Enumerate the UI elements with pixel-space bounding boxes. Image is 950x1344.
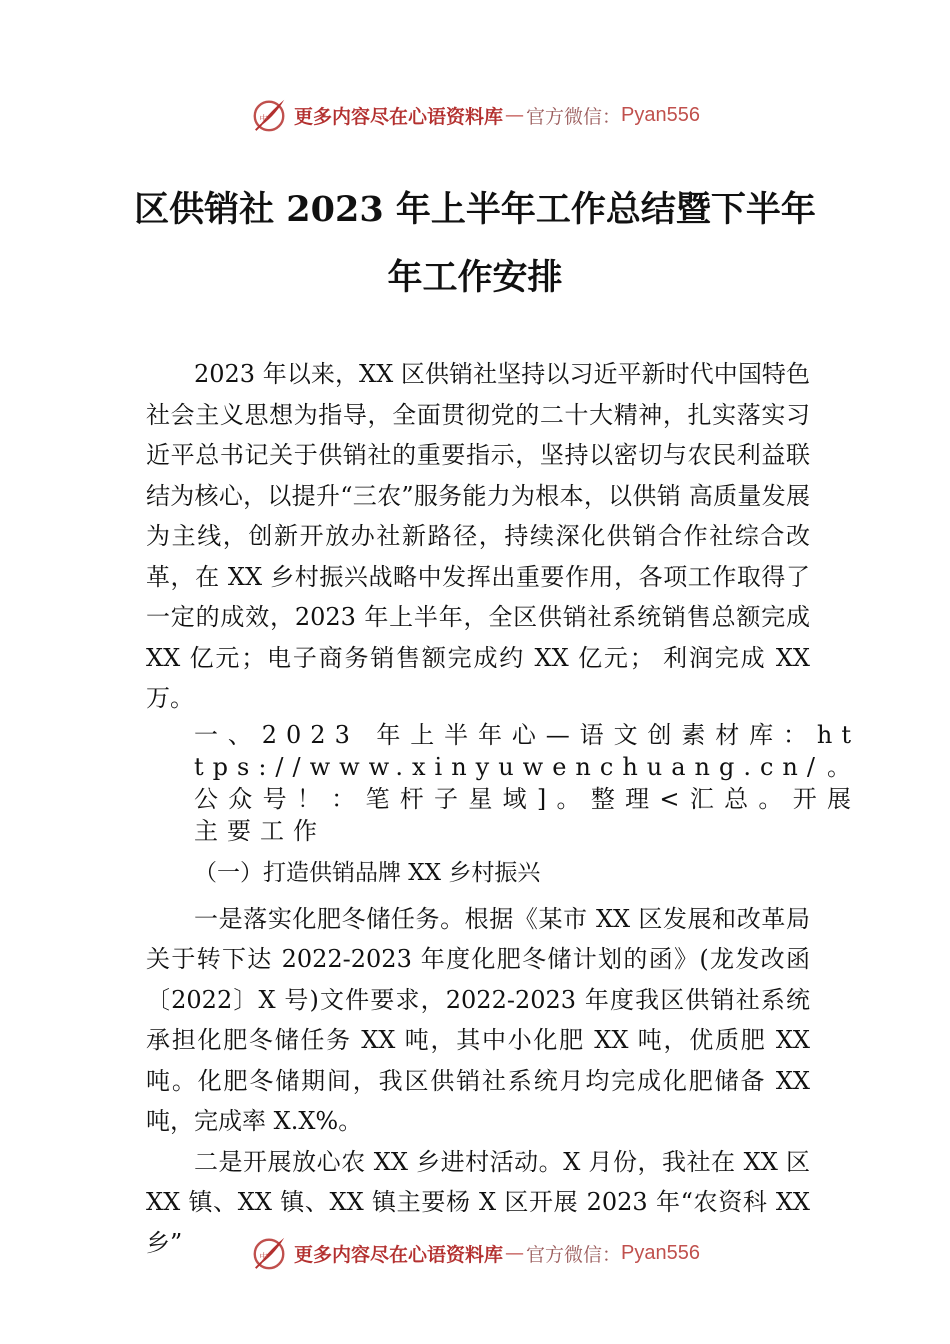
document-title-line1: 区供销社 2023 年上半年工作总结暨下半年 <box>134 189 816 230</box>
quill-circle-logo-icon <box>250 96 288 134</box>
banner-separator: — <box>505 1242 525 1264</box>
bottom-watermark-banner <box>0 1230 950 1276</box>
banner-wechat-id: Pyan556 <box>621 1241 700 1264</box>
banner-wechat-label: 官方微信： <box>526 1243 622 1266</box>
section-heading-1: 一、2023 年上半年心—语文创素材库：https://www.xinyuwenchuang.cn/。公众号！：笔杆子星域]。整理<汇总。开展主要工作 <box>194 720 860 845</box>
banner-ad-text: 更多内容尽在心语资料库 <box>294 1243 504 1266</box>
svg-text:中: 中 <box>259 114 269 125</box>
banner-separator: — <box>505 104 525 126</box>
top-watermark-banner <box>0 92 950 138</box>
document-body <box>146 354 860 1263</box>
intro-paragraph: 2023 年以来，XX 区供销社坚持以习近平新时代中国特色社会主义思想为指导，全面贯彻党的二十大精神，扎实落实习近平总书记关于供销社的重要指示，坚持以密切与农民利益联结为核心，以提升“三农”服务能力为根本，以供销 高质量发展为主线，创新开放办社新路径，持续深化供销合作社综合改革，在 XX 乡村振兴战略中发挥出重要作用，各项工作取得了一定的成效，2023 年上半年，全区供销社系统销售总额完成 XX 亿元；电子商务销售额完成约 XX 亿元； 利润完成 XX 万。 <box>146 360 810 712</box>
item-paragraph-2: 二是开展放心农 XX 乡进村活动。X 月份，我社在 XX 区 XX 镇、XX 镇、XX 镇主要杨 X 区开展 2023 年“农资科 XX 乡” <box>146 1147 810 1257</box>
banner-ad-text: 更多内容尽在心语资料库 <box>294 105 504 128</box>
banner-wechat-id: Pyan556 <box>621 103 700 126</box>
banner-wechat-label: 官方微信： <box>526 105 622 128</box>
document-title-line2: 年工作安排 <box>387 257 563 298</box>
item-paragraph-1: 一是落实化肥冬储任务。根据《某市 XX 区发展和改革局关于转下达 2022-2023 年度化肥冬储计划的函》(龙发改函〔2022〕X 号)文件要求，2022-2023 年度我区供销社系统承担化肥冬储任务 XX 吨，其中小化肥 XX 吨，优质肥 XX 吨。化肥冬储期间，我区供销社系统月均完成化肥储备 XX 吨，完成率 X.X%。 <box>146 904 810 1135</box>
svg-text:中: 中 <box>259 1252 269 1263</box>
subsection-heading-1: （一）打造供销品牌 XX 乡村振兴 <box>194 859 541 886</box>
quill-circle-logo-icon <box>250 1234 288 1272</box>
